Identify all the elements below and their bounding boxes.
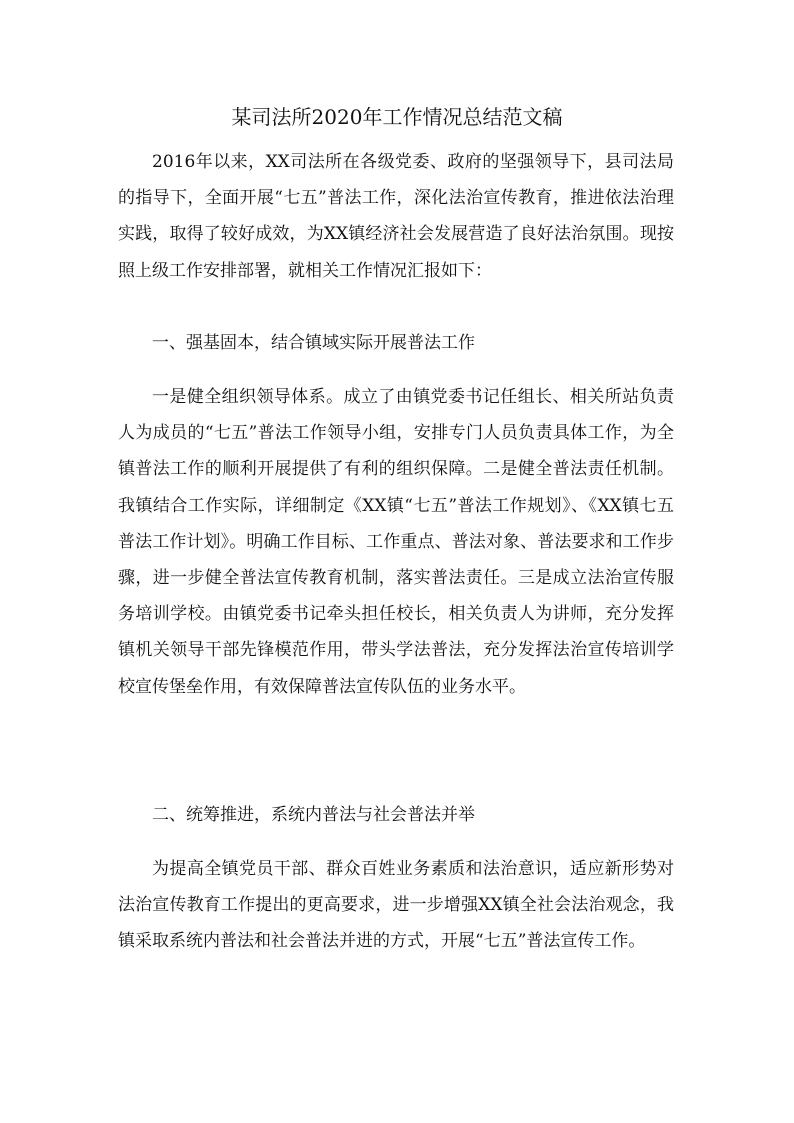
document-title: 某司法所2020年工作情况总结范文稿 <box>231 105 563 129</box>
section-1-paragraph: 一是健全组织领导体系。成立了由镇党委书记任组长、相关所站负责人为成员的“七五”普法工作领导小组，安排专门人员负责具体工作，为全镇普法工作的顺利开展提供了有利的组织保障。二是健全普法责任机制。我镇结合工作实际，详细制定《XX镇“七五”普法工作规划》、《XX镇七五普法工作计划》。明确工作目标、工作重点、普法对象、普法要求和工作步骤，进一步健全普法宣传教育机制，落实普法责任。三是成立法治宣传服务培训学校。由镇党委书记牵头担任校长，相关负责人为讲师，充分发挥镇机关领导干部先锋模范作用，带头学法普法，充分发挥法治宣传培训学校宣传堡垒作用，有效保障普法宣传队伍的业务水平。 <box>118 387 674 697</box>
section-2-paragraph: 为提高全镇党员干部、群众百姓业务素质和法治意识，适应新形势对法治宣传教育工作提出的更高要求，进一步增强XX镇全社会法治观念，我镇采取系统内普法和社会普法并进的方式，开展“七五”普法宣传工作。 <box>118 859 674 952</box>
intro-paragraph: 2016年以来，XX司法所在各级党委、政府的坚强领导下，县司法局的指导下，全面开展“七五”普法工作，深化法治宣传教育，推进依法治理实践，取得了较好成效，为XX镇经济社会发展营造了良好法治氛围。现按照上级工作安排部署，就相关工作情况汇报如下： <box>118 152 674 281</box>
section-heading-1: 一、强基固本，结合镇域实际开展普法工作 <box>152 333 475 353</box>
section-heading-2: 二、统筹推进，系统内普法与社会普法并举 <box>152 805 475 825</box>
